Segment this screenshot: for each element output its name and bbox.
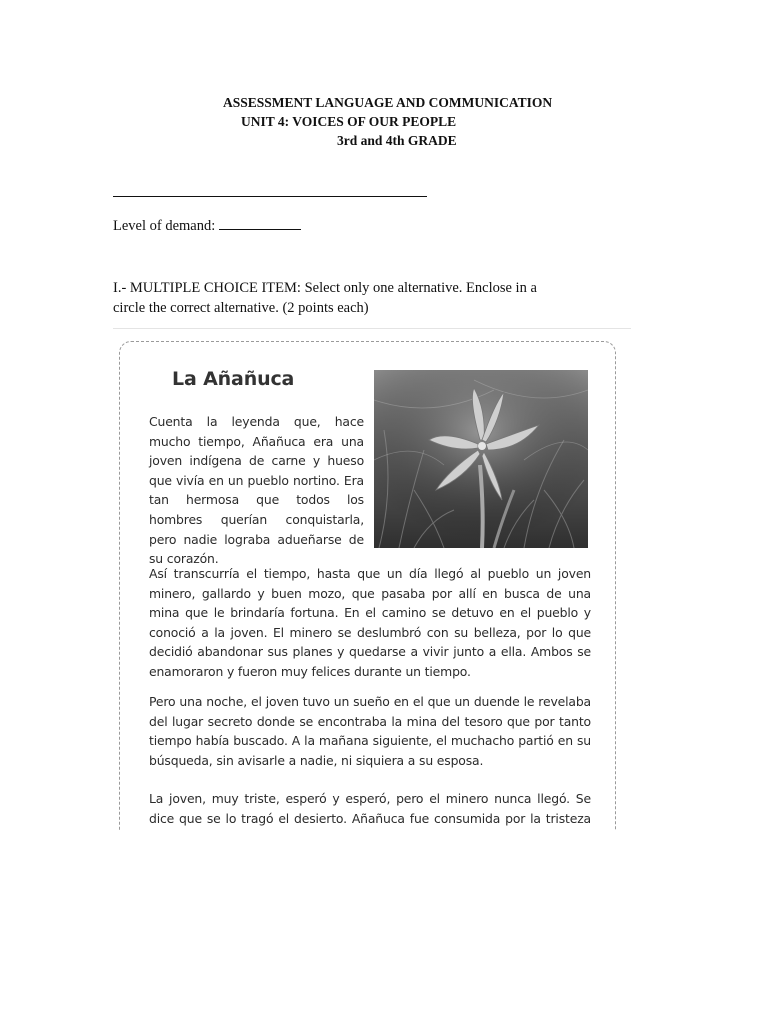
story-paragraph-2: Así transcurría el tiempo, hasta que un día llegó al pueblo un joven minero, gallardo y buen mozo, que pasaba por allí en busca de una mina que le brindaría fortuna. En el camino se detuvo en el pueblo y conoció a la joven. El minero se deslumbró con su belleza, por lo que decidió abandonar sus planes y quedarse a vivir junto a ella. Ambos se enamoraron y fueron muy felices durante un tiempo. xyxy=(149,566,591,679)
unit-title: UNIT 4: VOICES OF OUR PEOPLE xyxy=(241,114,457,129)
story-paragraph-3: Pero una noche, el joven tuvo un sueño en el que un duende le revelaba del lugar secreto donde se encontraba la mina del tesoro que por tanto tiempo había buscado. A la mañana siguiente, el muchacho partió en su búsqueda, sin avisarle a nadie, ni siquiera a su esposa. xyxy=(149,694,591,768)
divider xyxy=(113,328,631,329)
flower-photo xyxy=(374,370,588,548)
grade-title: 3rd and 4th GRADE xyxy=(337,133,457,148)
story-title: La Añañuca xyxy=(172,368,295,390)
level-of-demand xyxy=(113,215,301,235)
instructions: I.- MULTIPLE CHOICE ITEM: Select only one alternative. Enclose in a circle the correct alternative. (2 points each) xyxy=(113,280,537,316)
reading-passage xyxy=(119,341,616,882)
story-paragraph-4: La joven, muy triste, esperó y esperó, pero el minero nunca llegó. Se dice que se lo tragó el desierto. Añañuca fue consumida por la tristeza xyxy=(149,791,591,826)
name-blank-line[interactable] xyxy=(113,196,427,197)
assessment-title: ASSESSMENT LANGUAGE AND COMMUNICATION xyxy=(223,95,553,110)
story-paragraph-1: Cuenta la leyenda que, hace mucho tiempo, Añañuca era una joven indígena de carne y hueso que vivía en un pueblo nortino. Era tan hermosa que todos los hombres querían conquistarla, pero nadie lograba adueñarse de su corazón. xyxy=(149,414,364,567)
level-blank-line[interactable] xyxy=(219,215,301,230)
level-label: Level of demand: xyxy=(113,218,216,234)
page-bottom-blank xyxy=(0,830,768,1024)
